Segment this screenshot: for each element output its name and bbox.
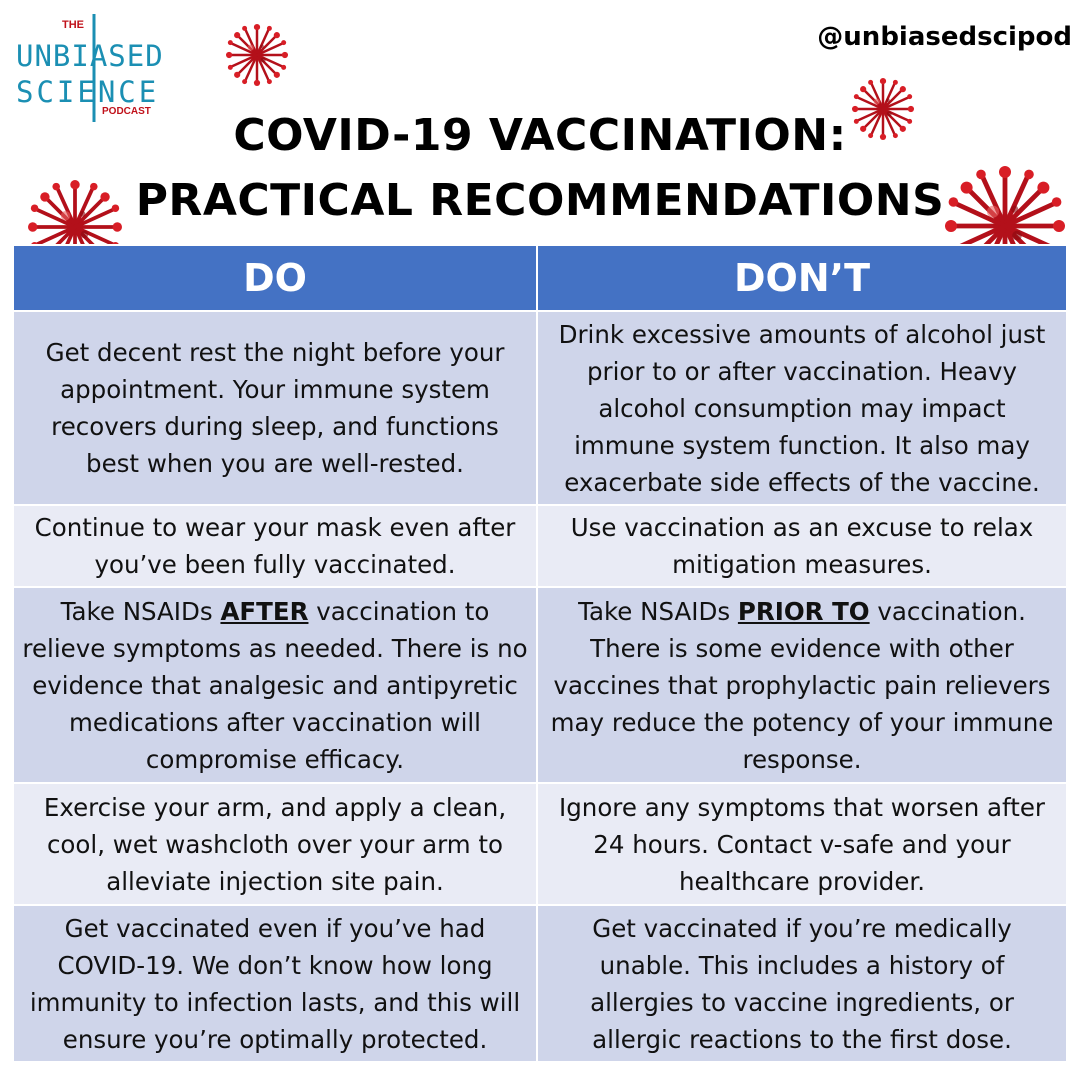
dont-cell: Ignore any symptoms that worsen after 24 hours. Contact v-safe and your healthcare provider.	[537, 783, 1067, 905]
dont-cell	[537, 587, 1067, 783]
dont-text-pre: Take NSAIDs	[578, 596, 738, 626]
dont-cell: Use vaccination as an excuse to relax mitigation measures.	[537, 505, 1067, 587]
table-row	[13, 587, 1067, 783]
do-text-pre: Take NSAIDs	[60, 596, 221, 626]
table-row	[13, 783, 1067, 905]
recommendations-table	[12, 244, 1068, 1063]
coronavirus-icon	[852, 78, 914, 140]
logo-podcast: PODCAST	[102, 106, 151, 117]
do-cell	[13, 587, 537, 783]
dont-text-post: vaccination. There is some evidence with other vaccines that prophylactic pain relievers may reduce the potency of your immune response.	[550, 596, 1054, 774]
do-cell: Continue to wear your mask even after you’ve been fully vaccinated.	[13, 505, 537, 587]
dont-cell: Get vaccinated if you’re medically unable. This includes a history of allergies to vaccine ingredients, or allergic reactions to the first dose.	[537, 905, 1067, 1062]
logo-line2: SCIENCE	[16, 75, 160, 109]
do-cell: Get decent rest the night before your appointment. Your immune system recovers during sleep, and functions best when you are well-rested.	[13, 311, 537, 505]
unbiased-science-logo	[14, 14, 204, 124]
do-emphasis: AFTER	[220, 596, 309, 626]
table-row	[13, 905, 1067, 1062]
dont-emphasis: PRIOR TO	[737, 596, 870, 626]
page-title-line2: PRACTICAL RECOMMENDATIONS	[135, 175, 945, 226]
do-cell: Get vaccinated even if you’ve had COVID-19. We don’t know how long immunity to infection lasts, and this will ensure you’re optimally protected.	[13, 905, 537, 1062]
table-row	[13, 311, 1067, 505]
table-header-row	[13, 245, 1067, 311]
do-text-post: vaccination to relieve symptoms as needed. There is no evidence that analgesic and antipyretic medications after vaccination will compromise efficacy.	[22, 596, 528, 774]
page-title-line1: COVID-19 VACCINATION:	[233, 110, 847, 161]
column-header-do: DO	[13, 245, 537, 311]
logo-the: THE	[62, 19, 84, 31]
coronavirus-icon	[226, 24, 288, 86]
table-row	[13, 505, 1067, 587]
do-cell: Exercise your arm, and apply a clean, cool, wet washcloth over your arm to alleviate injection site pain.	[13, 783, 537, 905]
logo-line1: UNBIASED	[16, 39, 164, 73]
column-header-dont: DON’T	[537, 245, 1067, 311]
dont-cell: Drink excessive amounts of alcohol just prior to or after vaccination. Heavy alcohol consumption may impact immune system function. It also may exacerbate side effects of the vaccine.	[537, 311, 1067, 505]
social-handle: @unbiasedscipod	[817, 22, 1072, 52]
